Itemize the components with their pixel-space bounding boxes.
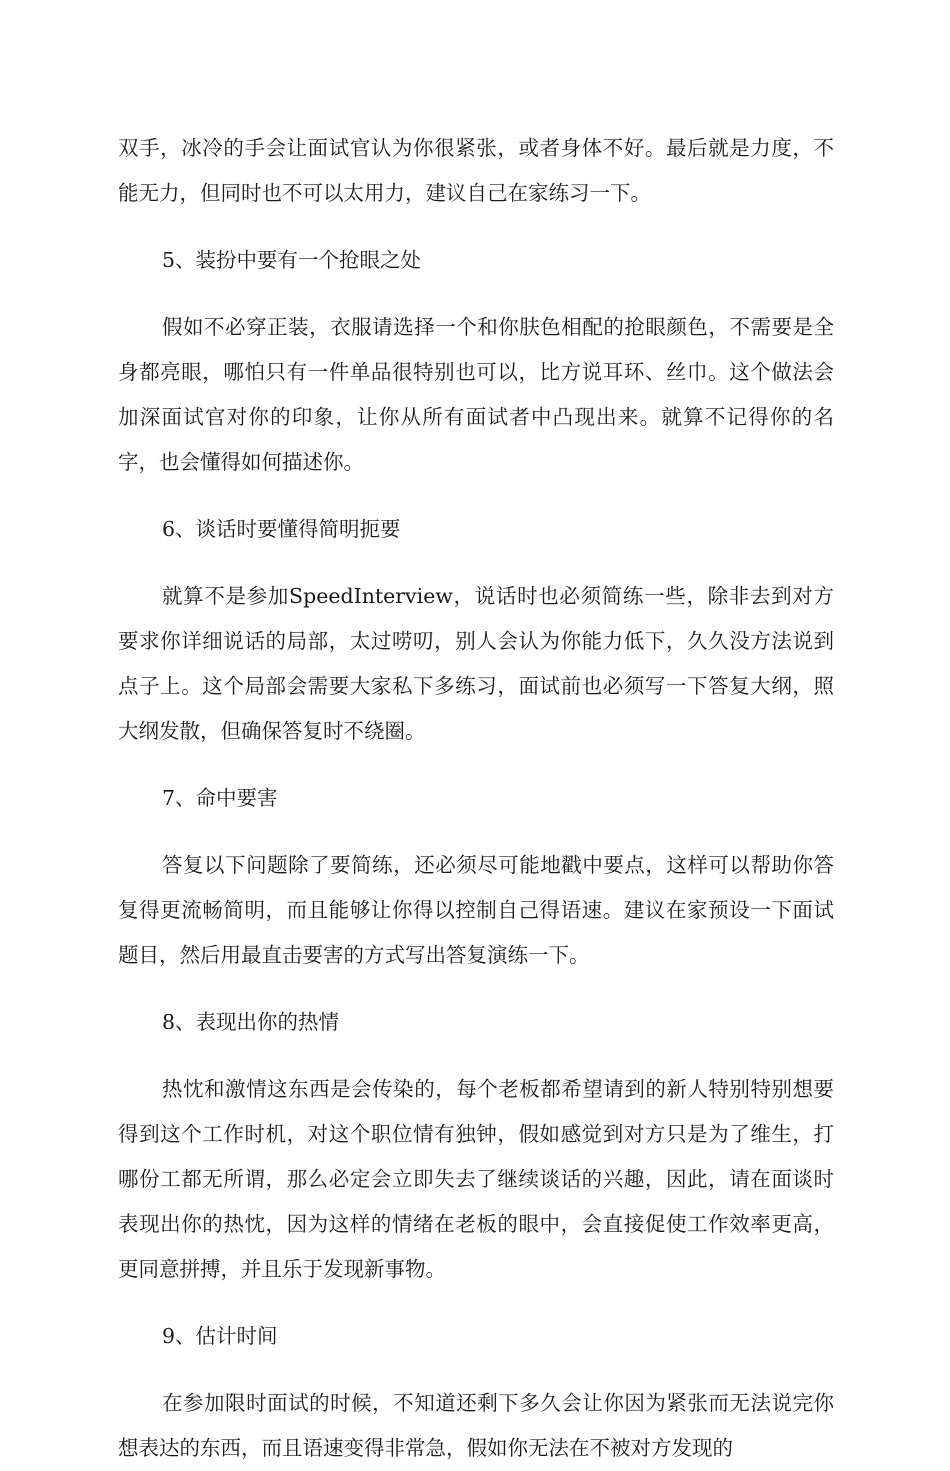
paragraph-8: 热忱和激情这东西是会传染的，每个老板都希望请到的新人特别特别想要得到这个工作时机，对这个职位情有独钟，假如感觉到对方只是为了维生，打哪份工都无所谓，那么必定会立即失去了继续谈话的兴趣，因此，请在面谈时表现出你的热忱，因为这样的情绪在老板的眼中，会直接促使工作效率更高，更同意拼搏，并且乐于发现新事物。 — [118, 1077, 834, 1281]
section-heading-5: 5、装扮中要有一个抢眼之处 — [162, 248, 422, 272]
paragraph-7: 答复以下问题除了要简练，还必须尽可能地戳中要点，这样可以帮助你答复得更流畅简明，而且能够让你得以控制自己得语速。建议在家预设一下面试题目，然后用最直击要害的方式写出答复演练一下。 — [118, 853, 834, 967]
paragraph-9: 在参加限时面试的时候，不知道还剩下多久会让你因为紧张而无法说完你想表达的东西，而且语速变得非常急，假如你无法在不被对方发现的 — [118, 1391, 834, 1460]
section-heading-7: 7、命中要害 — [162, 786, 278, 810]
section-heading-8: 8、表现出你的热情 — [162, 1010, 340, 1034]
document-page — [118, 126, 834, 1471]
paragraph-6: 就算不是参加SpeedInterview，说话时也必须简练一些，除非去到对方要求你详细说话的局部，太过唠叨，别人会认为你能力低下，久久没方法说到点子上。这个局部会需要大家私下多练习，面试前也必须写一下答复大纲，照大纲发散，但确保答复时不绕圈。 — [118, 584, 834, 743]
section-heading-9: 9、估计时间 — [162, 1324, 278, 1348]
paragraph-5: 假如不必穿正装，衣服请选择一个和你肤色相配的抢眼颜色，不需要是全身都亮眼，哪怕只有一件单品很特别也可以，比方说耳环、丝巾。这个做法会加深面试官对你的印象，让你从所有面试者中凸现出来。就算不记得你的名字，也会懂得如何描述你。 — [118, 315, 834, 474]
paragraph-continuation: 双手，冰冷的手会让面试官认为你很紧张，或者身体不好。最后就是力度，不能无力，但同时也不可以太用力，建议自己在家练习一下。 — [118, 136, 834, 205]
section-heading-6: 6、谈话时要懂得简明扼要 — [162, 517, 401, 541]
